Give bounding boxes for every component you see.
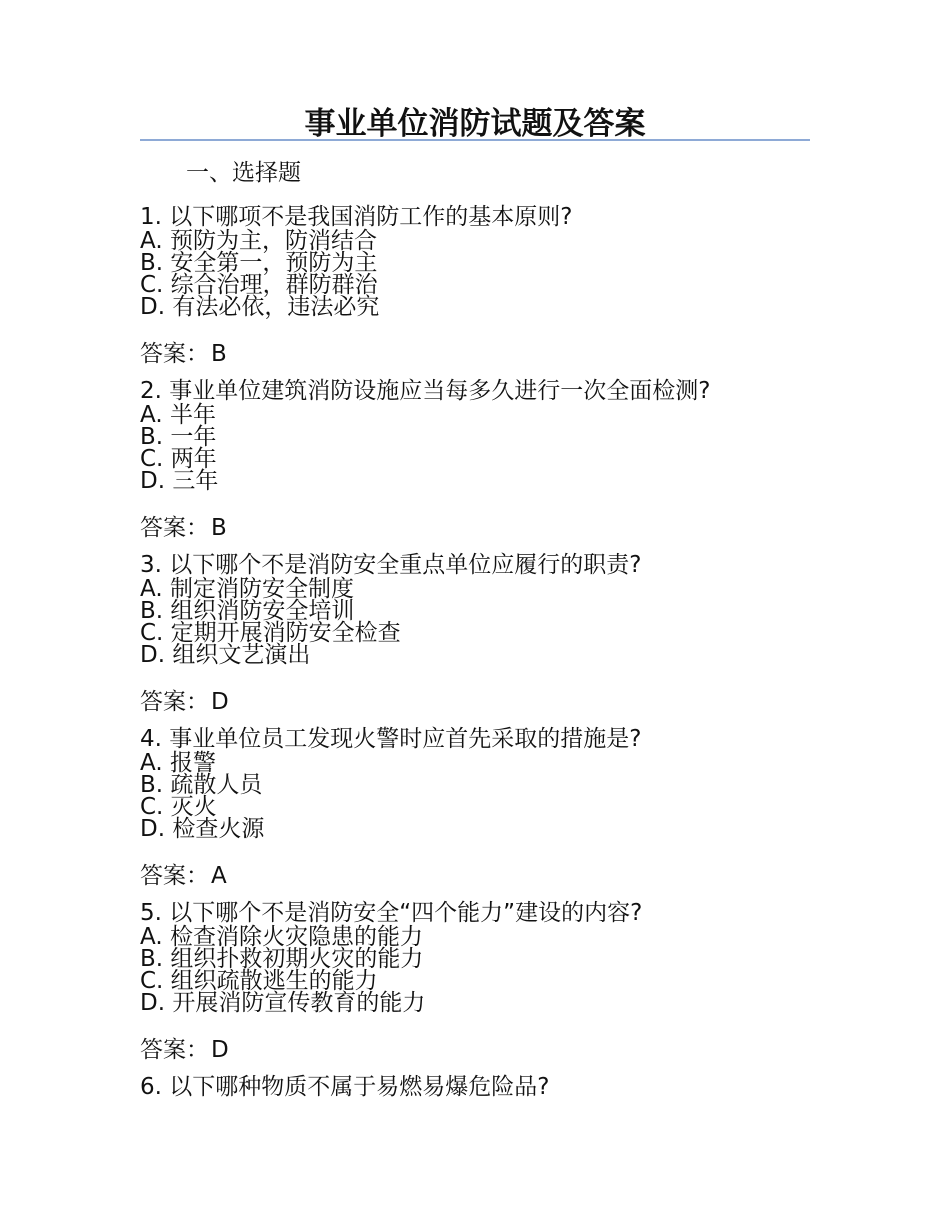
answer-value: A [211, 863, 227, 889]
question-block-5 [140, 901, 840, 1065]
option-d: D. 检查火源 [140, 816, 265, 842]
question-text: 4. 事业单位员工发现火警时应首先采取的措施是? [140, 726, 642, 752]
option-b: B. 组织消防安全培训 [140, 598, 355, 624]
question-block-1 [140, 205, 840, 369]
question-block-3 [140, 553, 840, 717]
question-text: 6. 以下哪种物质不属于易燃易爆危险品? [140, 1074, 550, 1100]
answer-value: B [211, 341, 227, 367]
question-block-4 [140, 727, 840, 891]
option-a: A. 检查消除火灾隐患的能力 [140, 924, 423, 950]
answer-label: 答案： [140, 341, 209, 367]
option-b: B. 组织扑救初期火灾的能力 [140, 946, 424, 972]
option-a: A. 制定消防安全制度 [140, 576, 354, 602]
question-block-6 [140, 1075, 840, 1099]
answer-label: 答案： [140, 863, 209, 889]
option-a: A. 报警 [140, 750, 216, 776]
section-heading: 一、选择题 [186, 160, 301, 186]
page-title: 事业单位消防试题及答案 [304, 106, 646, 142]
answer-value: B [211, 515, 227, 541]
question-block-2 [140, 379, 840, 543]
answer-line [140, 513, 840, 543]
option-c: C. 定期开展消防安全检查 [140, 620, 401, 646]
answer-value: D [211, 1037, 229, 1063]
answer-label: 答案： [140, 515, 209, 541]
title-underline [140, 139, 810, 141]
answer-value: D [211, 689, 229, 715]
option-a: A. 半年 [140, 402, 216, 428]
option-b: B. 安全第一，预防为主 [140, 250, 378, 276]
option-b: B. 一年 [140, 424, 217, 450]
option-d: D. 组织文艺演出 [140, 642, 311, 668]
option-c: C. 两年 [140, 446, 217, 472]
answer-line [140, 339, 840, 369]
question-text: 1. 以下哪项不是我国消防工作的基本原则? [140, 204, 573, 230]
answer-line [140, 861, 840, 891]
question-text: 3. 以下哪个不是消防安全重点单位应履行的职责? [140, 552, 642, 578]
option-d: D. 有法必依，违法必究 [140, 294, 380, 320]
option-c: C. 灭火 [140, 794, 217, 820]
option-b: B. 疏散人员 [140, 772, 263, 798]
option-d: D. 开展消防宣传教育的能力 [140, 990, 426, 1016]
answer-line [140, 687, 840, 717]
question-text: 2. 事业单位建筑消防设施应当每多久进行一次全面检测? [140, 378, 711, 404]
question-text: 5. 以下哪个不是消防安全“四个能力”建设的内容? [140, 900, 643, 926]
answer-line [140, 1035, 840, 1065]
answer-label: 答案： [140, 689, 209, 715]
option-d: D. 三年 [140, 468, 219, 494]
answer-label: 答案： [140, 1037, 209, 1063]
option-a: A. 预防为主，防消结合 [140, 228, 377, 254]
option-c: C. 综合治理，群防群治 [140, 272, 378, 298]
option-c: C. 组织疏散逃生的能力 [140, 968, 378, 994]
